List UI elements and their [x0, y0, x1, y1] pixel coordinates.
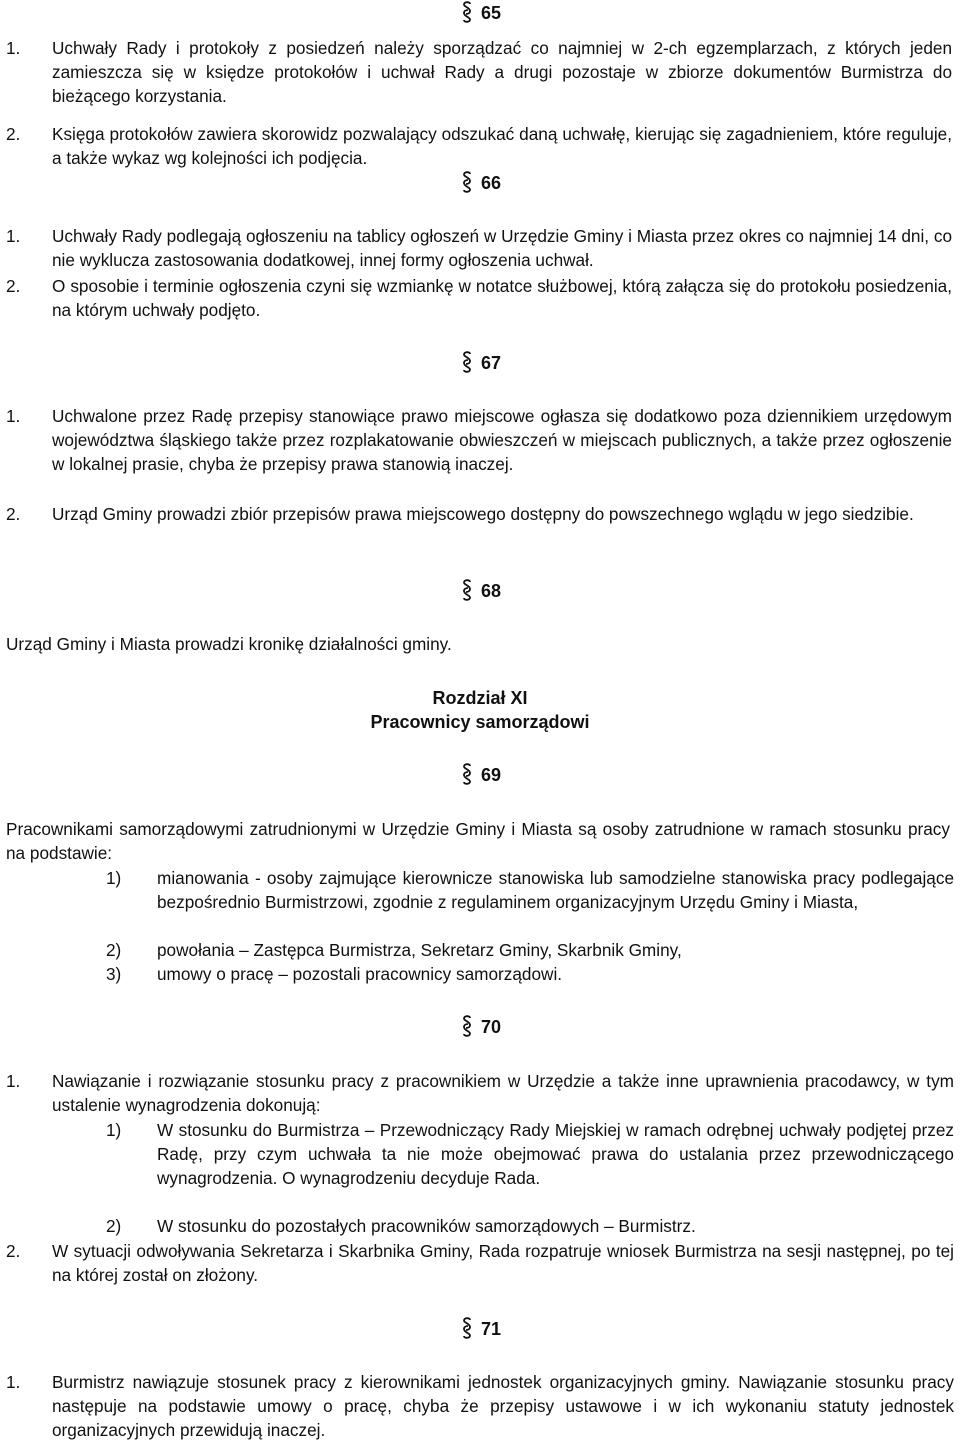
section-number: 66 — [481, 173, 502, 193]
section-heading-68 — [462, 578, 542, 604]
section-sign-icon — [462, 1015, 472, 1037]
paragraph: O sposobie i terminie ogłoszenia czyni się wzmiankę w notatce służbowej, którą załącza się do protokołu posiedzenia, na którym uchwały podjęto. — [52, 276, 952, 320]
paragraph: Uchwały Rady podlegają ogłoszeniu na tablicy ogłoszeń w Urzędzie Gminy i Miasta przez okres co najmniej 14 dni, co nie wyklucza zastosowania dodatkowej, innej formy ogłoszenia uchwał. — [52, 226, 952, 270]
paragraph: Urząd Gminy prowadzi zbiór przepisów prawa miejscowego dostępny do powszechnego wglądu w jego siedzibie. — [52, 504, 914, 524]
paragraph: Pracownikami samorządowymi zatrudnionymi w Urzędzie Gminy i Miasta są osoby zatrudnione w ramach stosunku pracy na podstawie: — [6, 819, 950, 863]
list-item: umowy o pracę – pozostali pracownicy samorządowi. — [157, 964, 563, 984]
list-item: W stosunku do Burmistrza – Przewodniczący Rady Miejskiej w ramach odrębnej uchwały podjętej przez Radę, przy czym uchwała ta nie może obejmować prawa do ustalania przez przewodniczącego wynagrodzenia. O wynagrodzeniu decyduje Rada. — [157, 1120, 954, 1188]
section-heading-70 — [462, 1014, 542, 1040]
section-number: 68 — [481, 581, 502, 601]
section-number: 70 — [481, 1017, 502, 1037]
paragraph: Nawiązanie i rozwiązanie stosunku pracy z pracownikiem w Urzędzie a także inne uprawnienia pracodawcy, w tym ustalenie wynagrodzenia dokonują: — [52, 1071, 954, 1115]
section-number: 69 — [481, 765, 502, 785]
list-number: 3) — [106, 964, 122, 984]
section-number: 71 — [481, 1319, 502, 1339]
chapter-subtitle: Pracownicy samorządowi — [370, 712, 590, 732]
paragraph: W sytuacji odwoływania Sekretarza i Skarbnika Gminy, Rada rozpatruje wniosek Burmistrza na sesji następnej, po tej na której został on złożony. — [52, 1241, 954, 1285]
item-number: 1. — [6, 406, 21, 426]
item-number: 1. — [6, 1071, 21, 1091]
item-number: 2. — [6, 276, 21, 296]
section-sign-icon — [462, 1, 472, 23]
paragraph: Burmistrz nawiązuje stosunek pracy z kierownikami jednostek organizacyjnych gminy. Nawiązanie stosunku pracy następuje na podstawie umowy o pracę, chyba że przepisy ustawowe i w ich wykonaniu statuty jednostek organizacyjnych przewidują inaczej. — [52, 1372, 954, 1440]
paragraph: Uchwały Rady i protokoły z posiedzeń należy sporządzać co najmniej w 2-ch egzemplarzach, z których jeden zamieszcza się w księdze protokołów i uchwał Rady a drugi pozostaje w zbiorze dokumentów Burmistrza do bieżącego korzystania. — [52, 38, 952, 106]
section-heading-66 — [462, 170, 542, 196]
section-sign-icon — [462, 171, 472, 193]
list-number: 2) — [106, 940, 122, 960]
item-number: 1. — [6, 226, 21, 246]
section-sign-icon — [462, 763, 472, 785]
list-item: powołania – Zastępca Burmistrza, Sekretarz Gminy, Skarbnik Gminy, — [157, 940, 682, 960]
paragraph: Księga protokołów zawiera skorowidz pozwalający odszukać daną uchwałę, kierując się zagadnieniem, które reguluje, a także wykaz wg kolejności ich podjęcia. — [52, 124, 952, 168]
list-item: W stosunku do pozostałych pracowników samorządowych – Burmistrz. — [157, 1216, 696, 1236]
paragraph: Uchwalone przez Radę przepisy stanowiące prawo miejscowe ogłasza się dodatkowo poza dziennikiem urzędowym województwa śląskiego także przez rozplakatowanie obwieszczeń w miejscach publicznych, a także przez ogłoszenie w lokalnej prasie, chyba że przepisy prawa stanowią inaczej. — [52, 406, 952, 474]
item-number: 2. — [6, 124, 21, 144]
section-number: 65 — [481, 3, 502, 23]
list-item: mianowania - osoby zajmujące kierownicze stanowiska lub samodzielne stanowiska pracy podlegające bezpośrednio Burmistrzowi, zgodnie z regulaminem organizacyjnym Urzędu Gminy i Miasta, — [157, 868, 954, 912]
section-sign-icon — [462, 1317, 472, 1339]
section-sign-icon — [462, 351, 472, 373]
list-number: 1) — [106, 1120, 122, 1140]
item-number: 2. — [6, 504, 21, 524]
section-heading-69 — [462, 762, 542, 788]
item-number: 2. — [6, 1241, 21, 1261]
list-number: 2) — [106, 1216, 122, 1236]
section-heading-67 — [462, 350, 542, 376]
section-heading-71 — [462, 1316, 542, 1342]
list-number: 1) — [106, 868, 122, 888]
item-number: 1. — [6, 38, 21, 58]
chapter-title: Rozdział XI — [432, 688, 528, 708]
item-number: 1. — [6, 1372, 21, 1392]
section-sign-icon — [462, 579, 472, 601]
section-heading-65 — [462, 0, 542, 26]
paragraph: Urząd Gminy i Miasta prowadzi kronikę działalności gminy. — [6, 634, 452, 654]
section-number: 67 — [481, 353, 502, 373]
